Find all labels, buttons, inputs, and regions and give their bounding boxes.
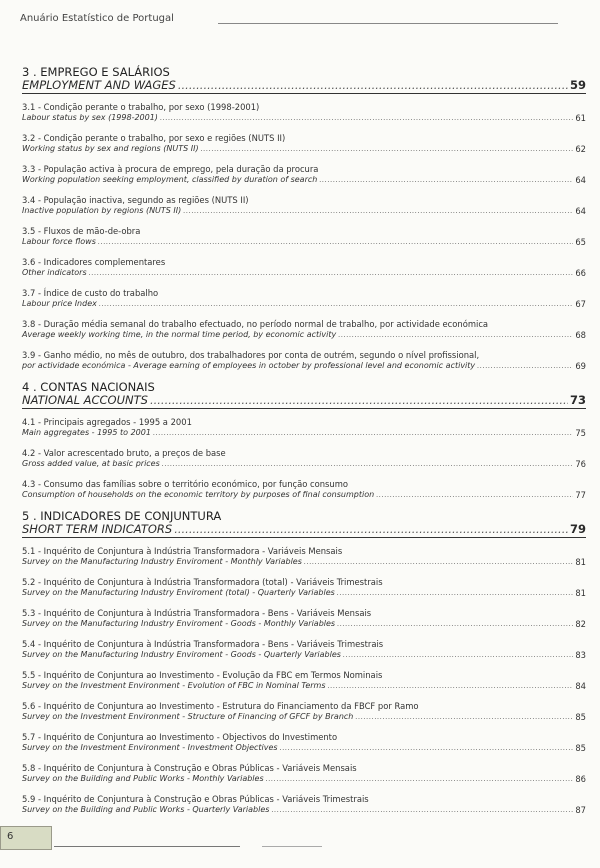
entry-title-pt: 3.5 - Fluxos de mão-de-obra [22,226,141,236]
toc-entry[interactable] [22,164,586,185]
entry-page-number: 83 [575,649,586,660]
entry-row [22,175,586,186]
entry-title-en: por actividade económica - Average earning of employees in october by professional level and economic activity [22,360,476,370]
entry-page-number: 67 [575,298,586,309]
toc-entry[interactable] [22,195,586,216]
entry-row [22,361,586,372]
entry-title-pt: 5.9 - Inquérito de Conjuntura à Construção e Obras Públicas - Variáveis Trimestrais [22,794,369,804]
toc-entry[interactable] [22,319,586,340]
entry-page-number: 84 [575,680,586,691]
entry-title-pt: 4.3 - Consumo das famílias sobre o território económico, por função consumo [22,479,349,489]
toc-entry[interactable] [22,417,586,438]
page-number: 6 [7,831,14,842]
entry-title-en: Working status by sex and regions (NUTS II) [22,143,199,153]
entry-row [22,619,586,630]
entry-row [22,268,586,279]
dot-leader [271,805,573,816]
footer-rule [54,846,240,847]
entry-page-number: 68 [575,329,586,340]
entry-page-number: 64 [575,205,586,216]
entry-title-pt: 3.4 - População inactiva, segundo as regiões (NUTS II) [22,195,249,205]
section-title-en: EMPLOYMENT AND WAGES [22,78,176,92]
entry-page-number: 77 [575,489,586,500]
entry-row [22,490,586,501]
entry-page-number: 64 [575,174,586,185]
entry-title-en: Inactive population by regions (NUTS II) [22,205,182,215]
dot-leader [183,206,573,217]
entry-title-en: Consumption of households on the economic territory by purposes of final consumption [22,489,375,499]
entry-row [22,237,586,248]
entry-page-number: 75 [575,427,586,438]
toc-entry[interactable] [22,639,586,660]
table-of-contents [22,66,586,825]
dot-leader [174,523,568,536]
entry-row [22,113,586,124]
header-rule [218,23,558,24]
entry-row [22,330,586,341]
dot-leader [337,588,574,599]
entry-title-pt: 5.1 - Inquérito de Conjuntura à Indústria Transformadora - Variáveis Mensais [22,546,343,556]
dot-leader [160,113,573,124]
entry-row [22,774,586,785]
entry-title-en: Survey on the Manufacturing Industry Enviroment (total) - Quarterly Variables [22,587,335,597]
entry-row [22,712,586,723]
toc-entry[interactable] [22,701,586,722]
entry-row [22,650,586,661]
toc-entry[interactable] [22,257,586,278]
entry-page-number: 65 [575,236,586,247]
entry-page-number: 81 [575,587,586,598]
entry-page-number: 87 [575,804,586,815]
entry-row [22,206,586,217]
toc-entry[interactable] [22,732,586,753]
entry-title-en: Labour price Index [22,298,97,308]
dot-leader [99,299,573,310]
dot-leader [162,459,574,470]
entry-title-en: Labour force flows [22,236,96,246]
toc-entry[interactable] [22,350,586,371]
toc-entry[interactable] [22,226,586,247]
entry-title-pt: 5.6 - Inquérito de Conjuntura ao Investimento - Estrutura do Financiamento da FBCF por Ramo [22,701,419,711]
section-page-number: 59 [569,78,586,92]
section-page-number: 73 [569,393,586,407]
section-heading-row[interactable] [22,79,586,94]
entry-title-pt: 5.2 - Inquérito de Conjuntura à Indústria Transformadora (total) - Variáveis Trimestrais [22,577,383,587]
section-heading-row[interactable] [22,523,586,538]
entry-title-pt: 5.8 - Inquérito de Conjuntura à Construção e Obras Públicas - Variáveis Mensais [22,763,357,773]
entry-page-number: 81 [575,556,586,567]
entry-row [22,743,586,754]
entry-title-en: Survey on the Investment Environment - Structure of Financing of GFCF by Branch [22,711,354,721]
entry-title-en: Survey on the Manufacturing Industry Enviroment - Goods - Quarterly Variables [22,649,341,659]
toc-section [22,510,586,815]
entry-page-number: 85 [575,711,586,722]
toc-entry[interactable] [22,670,586,691]
toc-section [22,66,586,371]
section-title-pt: 3 . EMPREGO E SALÁRIOS [22,65,170,79]
entry-page-number: 82 [575,618,586,629]
dot-leader [343,650,573,661]
entry-title-en: Survey on the Manufacturing Industry Enviroment - Goods - Monthly Variables [22,618,336,628]
toc-entry[interactable] [22,577,586,598]
dot-leader [153,428,573,439]
entry-title-en: Survey on the Building and Public Works - Monthly Variables [22,773,264,783]
entry-row [22,588,586,599]
entry-title-pt: 5.5 - Inquérito de Conjuntura ao Investimento - Evolução da FBC em Termos Nominais [22,670,383,680]
entry-title-en: Labour status by sex (1998-2001) [22,112,158,122]
entry-title-en: Survey on the Manufacturing Industry Enviroment - Monthly Variables [22,556,302,566]
entry-page-number: 61 [575,112,586,123]
entry-page-number: 69 [575,360,586,371]
entry-title-pt: 3.7 - Índice de custo do trabalho [22,288,159,298]
entry-title-pt: 3.8 - Duração média semanal do trabalho efectuado, no período normal de trabalho, por actividade económica [22,319,489,329]
entry-title-en: Average weekly working time, in the normal time period, by economic activity [22,329,337,339]
entry-row [22,557,586,568]
page-number-box [0,826,52,850]
entry-title-en: Survey on the Investment Environment - Investment Objectives [22,742,278,752]
section-title-pt: 4 . CONTAS NACIONAIS [22,380,155,394]
dot-leader [319,175,573,186]
entry-title-pt: 3.6 - Indicadores complementares [22,257,166,267]
section-title-pt: 5 . INDICADORES DE CONJUNTURA [22,509,222,523]
entry-title-pt: 5.3 - Inquérito de Conjuntura à Indústria Transformadora - Bens - Variáveis Mensais [22,608,372,618]
toc-entry[interactable] [22,763,586,784]
toc-entry[interactable] [22,448,586,469]
dot-leader [337,619,573,630]
toc-entry[interactable] [22,479,586,500]
entry-title-en: Survey on the Investment Environment - Evolution of FBC in Nominal Terms [22,680,326,690]
toc-entry[interactable] [22,102,586,123]
entry-title-en: Survey on the Building and Public Works - Quarterly Variables [22,804,270,814]
toc-entry[interactable] [22,546,586,567]
section-heading-row[interactable] [22,394,586,409]
dot-leader [477,361,573,372]
toc-section [22,381,586,500]
entry-title-pt: 3.2 - Condição perante o trabalho, por sexo e regiões (NUTS II) [22,133,286,143]
entry-title-en: Working population seeking employment, classified by duration of search [22,174,318,184]
dot-leader [98,237,573,248]
entry-title-pt: 4.2 - Valor acrescentado bruto, a preços de base [22,448,226,458]
entry-page-number: 85 [575,742,586,753]
entry-title-pt: 5.4 - Inquérito de Conjuntura à Indústria Transformadora - Bens - Variáveis Trimestrais [22,639,384,649]
entry-row [22,144,586,155]
section-title-en: NATIONAL ACCOUNTS [22,393,148,407]
toc-entry[interactable] [22,608,586,629]
dot-leader [355,712,573,723]
entry-title-en: Main aggregates - 1995 to 2001 [22,427,151,437]
dot-leader [376,490,573,501]
entry-title-en: Other indicators [22,267,87,277]
section-title-en: SHORT TERM INDICATORS [22,522,173,536]
entry-title-pt: 4.1 - Principais agregados - 1995 a 2001 [22,417,192,427]
dot-leader [89,268,574,279]
entry-row [22,805,586,816]
toc-entry[interactable] [22,133,586,154]
dot-leader [266,774,574,785]
dot-leader [201,144,574,155]
entry-title-pt: 3.9 - Ganho médio, no mês de outubro, dos trabalhadores por conta de outrém, segundo o nível profissional, [22,350,480,360]
entry-title-pt: 3.1 - Condição perante o trabalho, por sexo (1998-2001) [22,102,260,112]
toc-entry[interactable] [22,794,586,815]
entry-page-number: 86 [575,773,586,784]
toc-entry[interactable] [22,288,586,309]
running-header: Anuário Estatístico de Portugal [20,13,174,24]
entry-row [22,299,586,310]
entry-title-pt: 3.3 - População activa à procura de emprego, pela duração da procura [22,164,319,174]
entry-title-en: Gross added value, at basic prices [22,458,160,468]
entry-page-number: 62 [575,143,586,154]
entry-page-number: 66 [575,267,586,278]
entry-title-pt: 5.7 - Inquérito de Conjuntura ao Investimento - Objectivos do Investimento [22,732,338,742]
dot-leader [178,79,568,92]
dot-leader [338,330,573,341]
entry-row [22,459,586,470]
entry-row [22,681,586,692]
dot-leader [304,557,573,568]
dot-leader [328,681,574,692]
dot-leader [280,743,574,754]
footer-rule-short [262,846,322,847]
entry-page-number: 76 [575,458,586,469]
section-page-number: 79 [569,522,586,536]
entry-row [22,428,586,439]
dot-leader [150,394,568,407]
